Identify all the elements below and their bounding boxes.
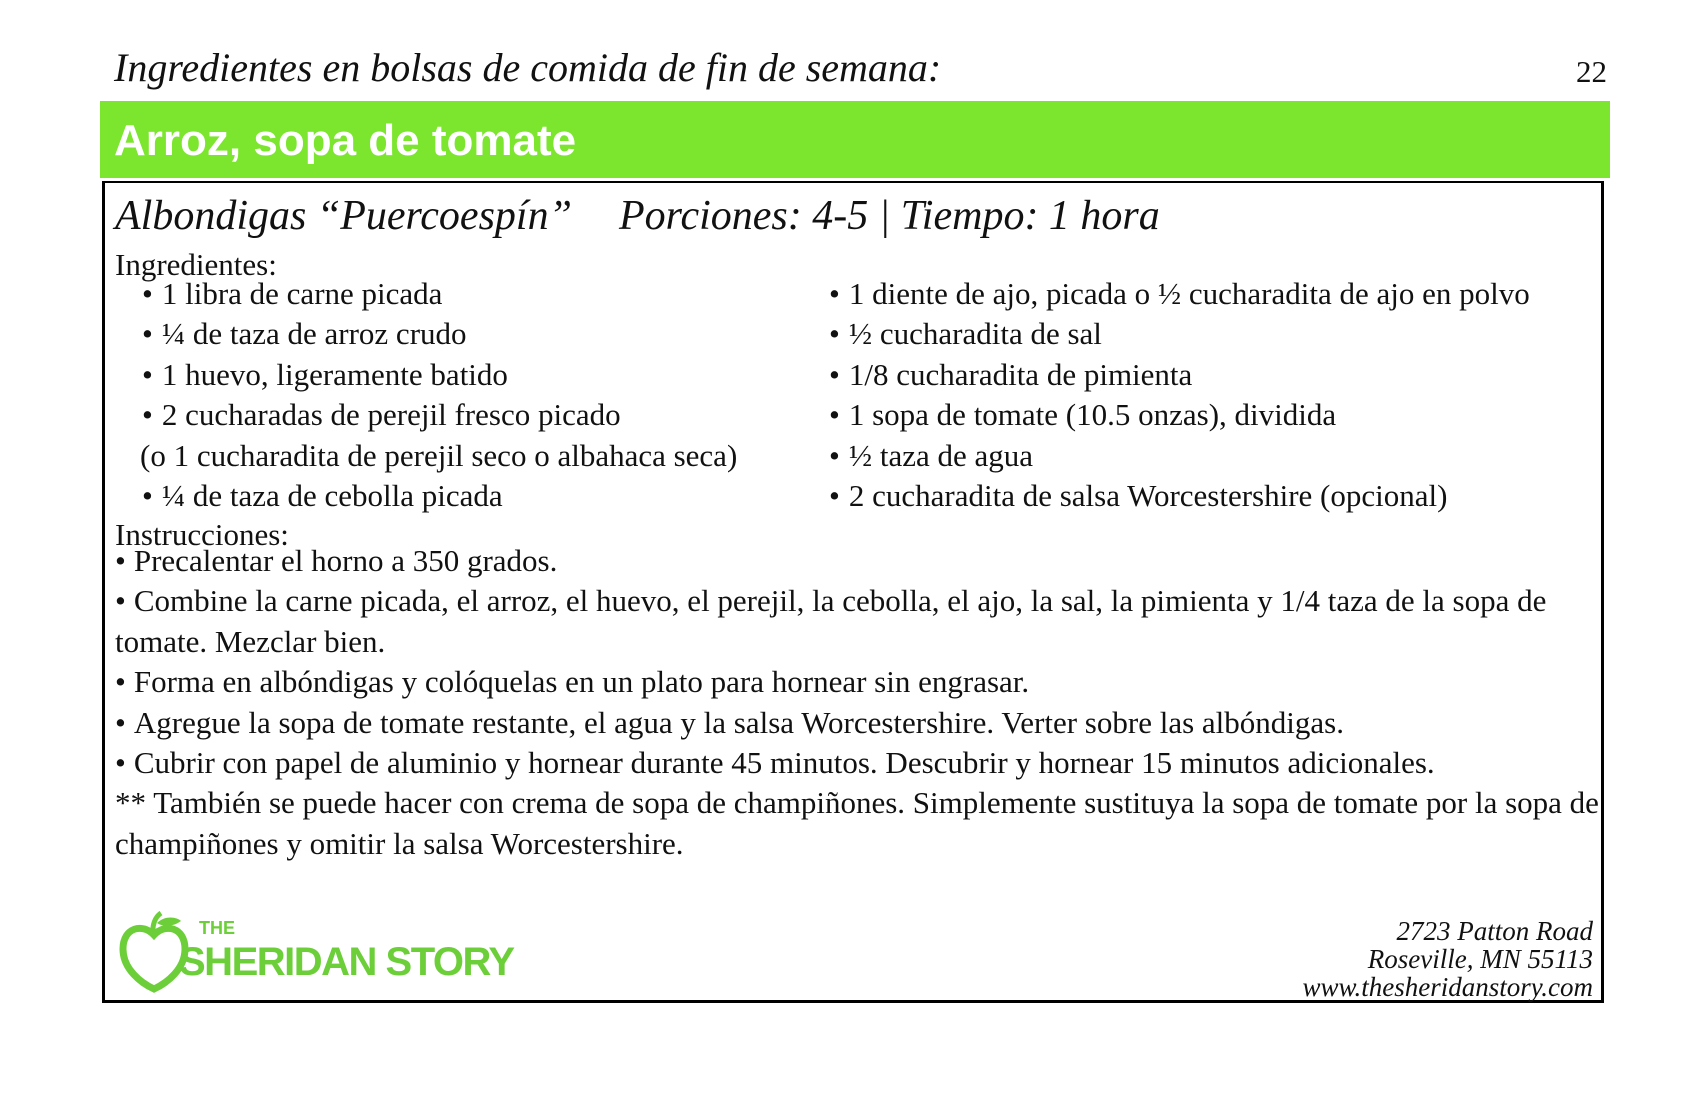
instruction-step: • Agregue la sopa de tomate restante, el agua y la salsa Worcestershire. Verter sobre las albóndigas. xyxy=(115,703,1605,743)
ingredient-item: • ¼ de taza de cebolla picada xyxy=(142,476,737,516)
instructions-label: Instrucciones: xyxy=(115,517,289,552)
ingredient-item: • ¼ de taza de arroz crudo xyxy=(142,314,737,354)
address-city: Roseville, MN 55113 xyxy=(1367,944,1593,974)
ingredient-item: • 1 diente de ajo, picada o ½ cucharadita de ajo en polvo xyxy=(829,274,1530,314)
recipe-name: Albondigas “Puercoespín” xyxy=(115,193,572,239)
instruction-step: • Precalentar el horno a 350 grados. xyxy=(115,541,1605,581)
ingredient-item: • 1 sopa de tomate (10.5 onzas), dividida xyxy=(829,395,1530,435)
organization-address xyxy=(1302,917,1593,1001)
instruction-step: • Forma en albóndigas y colóquelas en un plato para hornear sin engrasar. xyxy=(115,662,1605,702)
instruction-step: • Combine la carne picada, el arroz, el huevo, el perejil, la cebolla, el ajo, la sal, la pimienta y 1/4 taza de la sopa de tomate. Mezclar bien. xyxy=(115,581,1605,662)
instruction-step: • Cubrir con papel de aluminio y hornear durante 45 minutos. Descubrir y hornear 15 minutos adicionales. xyxy=(115,743,1605,783)
ingredient-item: • 1 huevo, ligeramente batido xyxy=(142,355,737,395)
ingredient-item: • 2 cucharadita de salsa Worcestershire (opcional) xyxy=(829,476,1530,516)
recipe-note: ** También se puede hacer con crema de sopa de champiñones. Simplemente sustituya la sopa de tomate por la sopa de champiñones y omitir la salsa Worcestershire. xyxy=(115,785,1599,861)
ingredients-list-right xyxy=(829,274,1530,516)
ingredient-item: • 1 libra de carne picada xyxy=(142,274,737,314)
ingredient-item: • ½ cucharadita de sal xyxy=(829,314,1530,354)
logo-name-text: SHERIDAN STORY xyxy=(179,940,514,984)
recipe-category-banner xyxy=(100,101,1610,178)
recipe-category-title: Arroz, sopa de tomate xyxy=(114,116,577,165)
recipe-servings-time: Porciones: 4-5 | Tiempo: 1 hora xyxy=(619,193,1160,239)
page-header-title: Ingredientes en bolsas de comida de fin de semana: xyxy=(114,45,942,90)
ingredient-item: • 1/8 cucharadita de pimienta xyxy=(829,355,1530,395)
page-number: 22 xyxy=(1576,54,1607,89)
ingredient-item: • 2 cucharadas de perejil fresco picado xyxy=(142,395,737,435)
recipe-card xyxy=(102,181,1604,1003)
logo-the-text: THE xyxy=(199,918,235,938)
ingredient-item: • ½ taza de agua xyxy=(829,436,1530,476)
ingredients-label: Ingredientes: xyxy=(115,247,277,282)
instructions-list xyxy=(115,541,1605,864)
address-street: 2723 Patton Road xyxy=(1396,916,1593,946)
website-link[interactable]: www.thesheridanstory.com xyxy=(1302,972,1593,1002)
sheridan-story-logo xyxy=(119,911,589,993)
ingredient-item-continuation: (o 1 cucharadita de perejil seco o albahaca seca) xyxy=(140,437,738,473)
ingredients-list-left xyxy=(142,274,737,516)
